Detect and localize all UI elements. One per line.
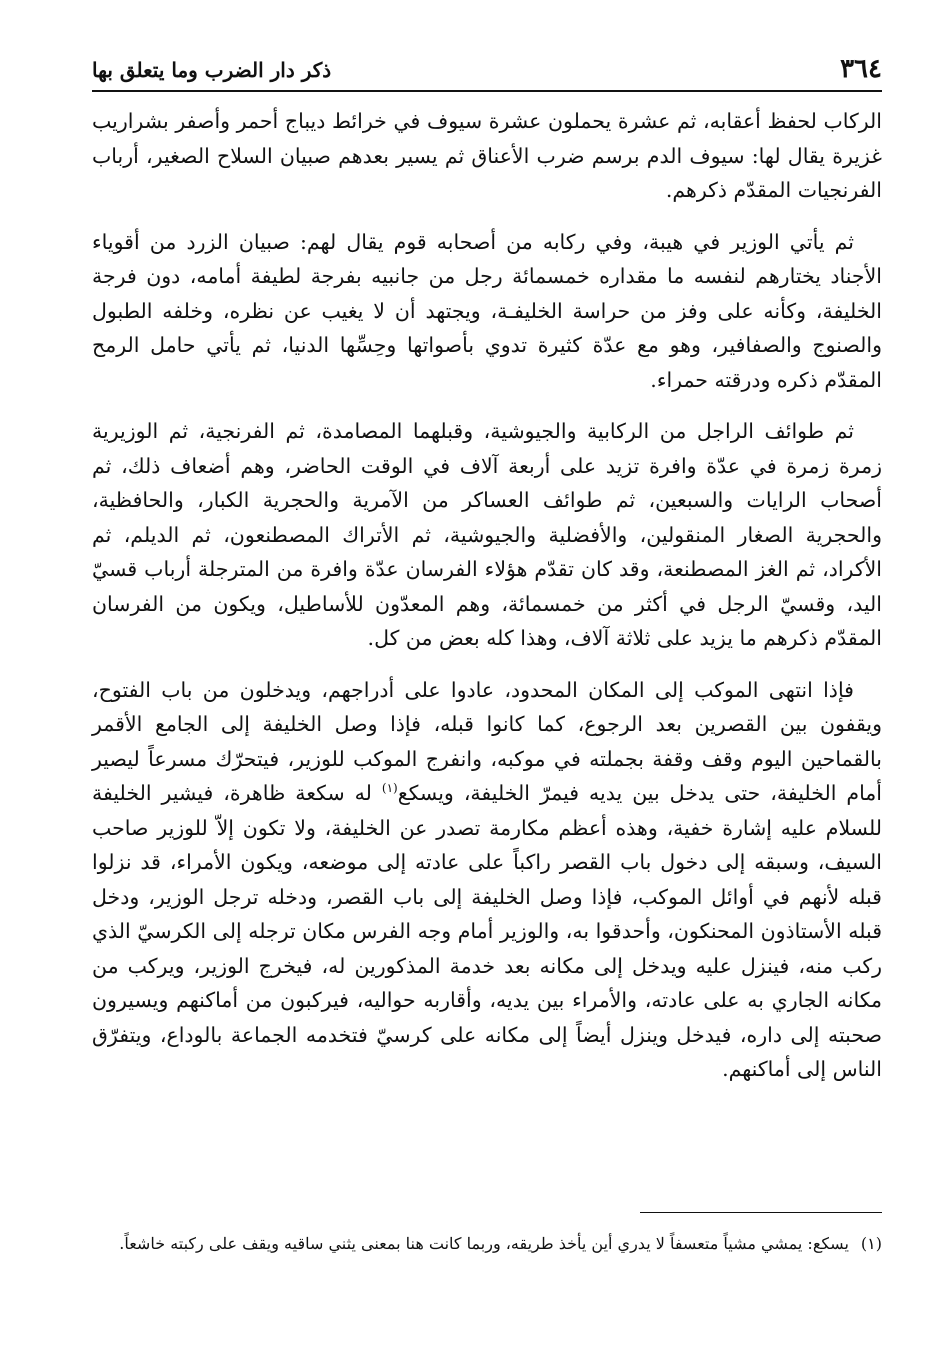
page-number: ٣٦٤ [840, 54, 882, 84]
paragraph-4 [92, 673, 882, 1087]
paragraph-4-start: فإذا انتهى الموكب إلى المكان المحدود، عادوا على أدراجهم، ويدخلون من باب الفتوح، ويقفون بين القصرين بعد الرجوع، كما كانوا قبله، فإذا وصل الخليفة إلى الجامع الأقمر بالقماحين اليوم وقف وقفة بجملته في موكبه، وانفرج الموكب للوزير، فيتحرّك مسرعاً ليصير أمام الخليفة، حتى يدخل بين يديه فيمرّ الخليفة، ويسكع [92, 677, 882, 805]
footnote-text: يسكع: يمشي مشياً متعسفاً لا يدري أين يأخذ طريقه، وربما كانت هنا بمعنى يثني ساقيه ويقف على ركبته خاشعاً. [119, 1234, 849, 1253]
paragraph-1: الركاب لحفظ أعقابه، ثم عشرة يحملون عشرة سيوف في خرائط ديباج أحمر وأصفر بشراريب غزيرة يقال لها: سيوف الدم برسم ضرب الأعناق ثم يسير بعدهم صبيان السلاح الصغير، أرباب الفرنجيات المقدّم ذكرهم. [92, 109, 882, 202]
footnote-number: (١) [860, 1234, 882, 1253]
body-text [92, 104, 882, 1104]
footnote-reference[interactable]: (١) [381, 781, 398, 796]
running-title: ذكر دار الضرب وما يتعلق بها [92, 58, 332, 82]
paragraph-3: ثم طوائف الراجل من الركابية والجيوشية، وقبلهما المصامدة، ثم الفرنجية، ثم الوزيرية زمرة زمرة في عدّة وافرة تزيد على أربعة آلاف في الوقت الحاضر، وهم أضعاف ذلك، ثم أصحاب الرايات والسبعين، ثم طوائف العساكر من الآمرية والحجرية الكبار، والحافظية، والحجرية الصغار المنقولين، والأفضلية والجيوشية، ثم الأتراك المصطنعون، ثم الديلم، ثم الأكراد، ثم الغز المصطنعة، وقد كان تقدّم هؤلاء الفرسان عدّة وافرة من المترجلة أرباب قسيّ اليد، وقسيّ الرجل في أكثر من خمسمائة، وهم المعدّون للأساطيل، ويكون من الفرسان المقدّم ذكرهم ما يزيد على ثلاثة آلاف، وهذا كله بعض من كل. [92, 419, 882, 650]
paragraph-4-end: له سكعة ظاهرة، فيشير الخليفة للسلام عليه إشارة خفية، وهذه أعظم مكارمة تصدر عن الخليفة، ولا تكون إلاّ للوزير صاحب السيف، وسبقه إلى دخول باب القصر راكباً على عادته إلى موضعه، ويكون الأمراء، قد نزلوا قبله لأنهم في أوائل الموكب، فإذا وصل الخليفة إلى باب القصر، ودخله ترجل الوزير، ودخل قبله الأستاذون المحنكون، وأحدقوا به، والوزير أمام وجه الفرس مكان ترجله إلى الكرسيّ الذي ركب منه، فينزل عليه ويدخل إلى مكانه بعد خدمة المذكورين له، فيخرج الوزير، ويركب من مكانه الجاري به على عادته، والأمراء بين يديه، وأقاربه حواليه، فيركبون من أماكنهم ويسيرون صحبته إلى داره، فيدخل وينزل أيضاً إلى مكانه على كرسيّ فتخدمه الجماعة بالوداع، ويتفرّق الناس إلى أماكنهم. [92, 781, 882, 1081]
paragraph-2: ثم يأتي الوزير في هيبة، وفي ركابه من أصحابه قوم يقال لهم: صبيان الزرد من أقوياء الأجناد يختارهم لنفسه ما مقداره خمسمائة رجل من جانبيه بفرجة لطيفة أمامه، دون فرجة الخليفة، وكأنه على وفز من حراسة الخليفـة، ويجتهد أن لا يغيب عن نظره، وخلفه الطبول والصنوج والصفافير، وهو مع عدّة كثيرة تدوي بأصواتها وحِسِّها الدنيا، ثم يأتي حامل الرمح المقدّم ذكره ودرقته حمراء. [92, 229, 882, 392]
page-header [92, 38, 882, 92]
footnote-divider [640, 1212, 882, 1213]
footnote [92, 1230, 882, 1258]
